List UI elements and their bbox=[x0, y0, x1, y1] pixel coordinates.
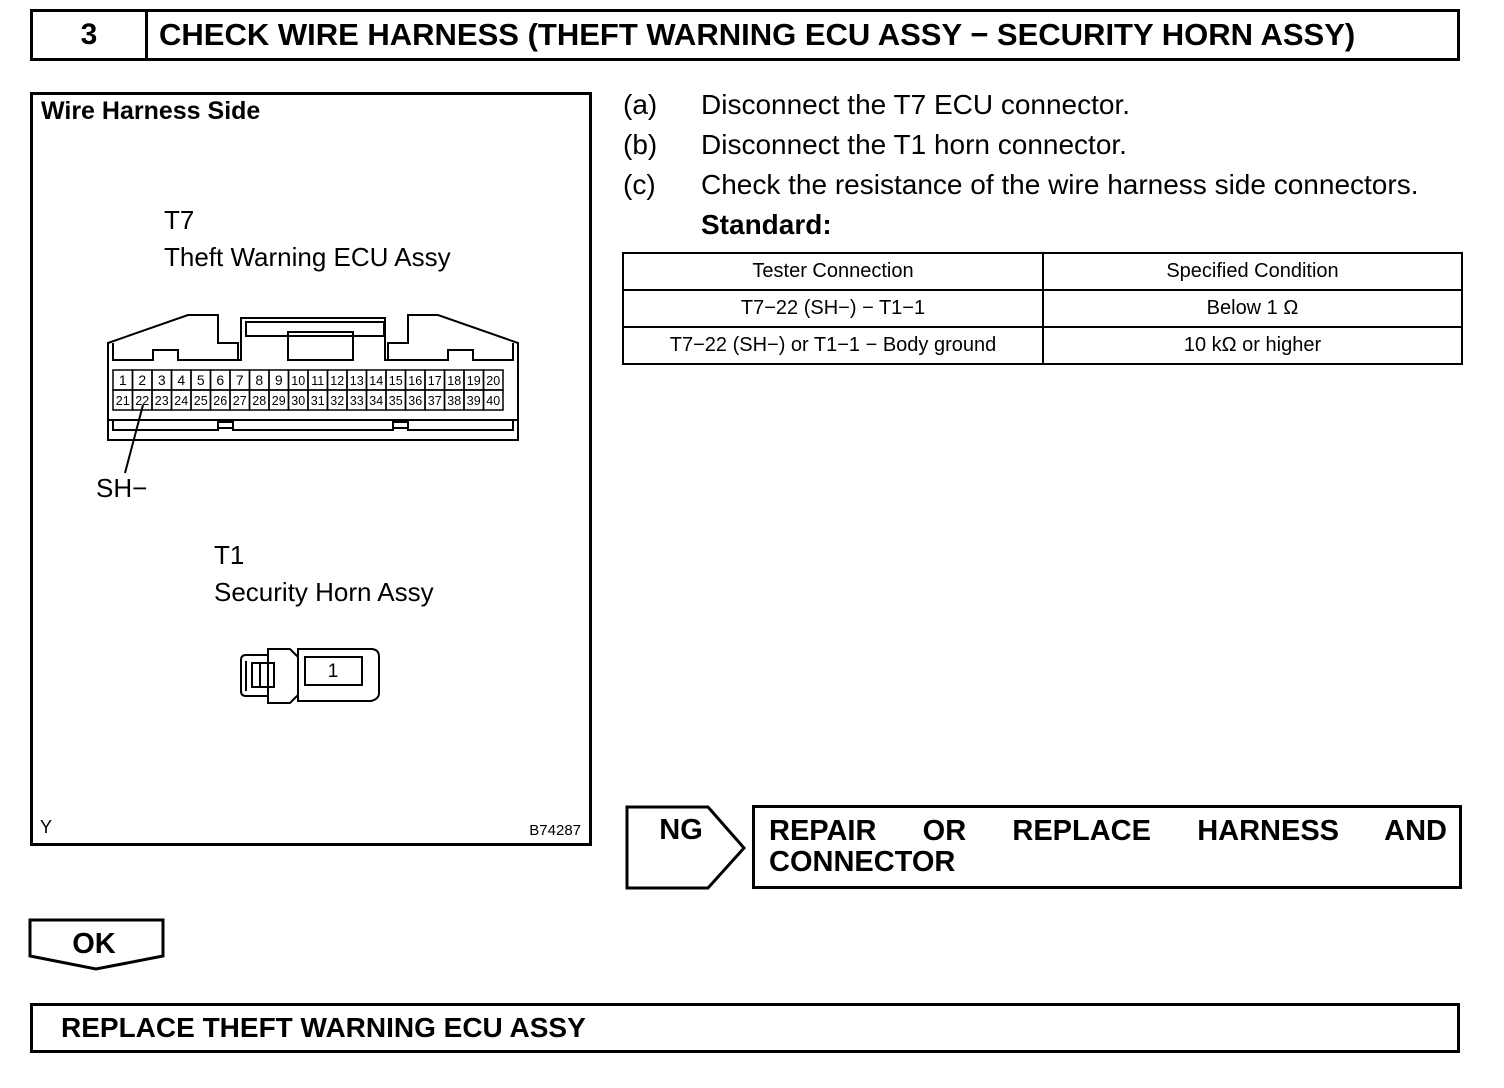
step-text: Disconnect the T7 ECU connector. bbox=[701, 89, 1131, 120]
ecu-pin-label: 16 bbox=[408, 374, 423, 388]
horn-connector-name: Security Horn Assy bbox=[214, 577, 434, 607]
ecu-pin-label: 17 bbox=[427, 374, 442, 388]
ecu-pin-label: 30 bbox=[291, 394, 306, 408]
illustration-heading: Wire Harness Side bbox=[41, 97, 261, 125]
ecu-pin-label: 12 bbox=[330, 374, 345, 388]
ecu-pin-label: 36 bbox=[408, 394, 423, 408]
horn-connector-id: T1 bbox=[214, 540, 245, 570]
ecu-pin-label: 29 bbox=[271, 394, 286, 408]
ecu-pin-label: 26 bbox=[213, 394, 228, 408]
ecu-pin-label: 38 bbox=[447, 394, 462, 408]
ecu-pin-label: 9 bbox=[274, 372, 283, 388]
table-cell: T7−22 (SH−) − T1−1 bbox=[623, 290, 1043, 327]
standard-label: Standard: bbox=[701, 209, 832, 240]
ng-arrow bbox=[624, 804, 750, 892]
ok-arrow bbox=[28, 918, 168, 974]
step-text: Disconnect the T1 horn connector. bbox=[701, 129, 1127, 160]
ecu-pin-label: 7 bbox=[235, 372, 244, 388]
ok-action: REPLACE THEFT WARNING ECU ASSY bbox=[61, 1012, 586, 1043]
ecu-pin-label: 40 bbox=[486, 394, 501, 408]
ng-action-line1: REPAIR OR REPLACE HARNESS AND bbox=[769, 815, 1447, 847]
ecu-pin-label: 14 bbox=[369, 374, 384, 388]
ecu-pin-label: 2 bbox=[138, 372, 147, 388]
ecu-pin-label: 10 bbox=[291, 374, 306, 388]
ng-label: NG bbox=[659, 814, 703, 846]
ng-result-box bbox=[752, 805, 1462, 889]
ecu-pin-label: 22 bbox=[135, 394, 150, 408]
pin-callout-label: SH− bbox=[96, 473, 148, 503]
ecu-pin-label: 25 bbox=[193, 394, 208, 408]
ecu-pin-label: 5 bbox=[196, 372, 205, 388]
ecu-connector-name: Theft Warning ECU Assy bbox=[164, 242, 451, 272]
ok-label: OK bbox=[72, 928, 116, 960]
ecu-pin-label: 24 bbox=[174, 394, 189, 408]
step-header bbox=[30, 9, 1460, 61]
step-letter: (c) bbox=[623, 169, 656, 200]
ok-result-box bbox=[30, 1003, 1460, 1053]
ecu-pin-label: 19 bbox=[466, 374, 481, 388]
figure-code: B74287 bbox=[529, 822, 581, 839]
ecu-pin-label: 6 bbox=[216, 372, 225, 388]
ecu-pin-label: 4 bbox=[177, 372, 186, 388]
wire-harness-illustration bbox=[30, 92, 592, 846]
ecu-connector-id: T7 bbox=[164, 205, 195, 235]
table-header-row bbox=[623, 253, 1462, 290]
table-header-cell: Tester Connection bbox=[623, 253, 1043, 290]
table-row bbox=[623, 327, 1462, 364]
ecu-pin-label: 18 bbox=[447, 374, 462, 388]
ecu-pin-label: 28 bbox=[252, 394, 267, 408]
table-row bbox=[623, 290, 1462, 327]
ecu-pin-label: 35 bbox=[388, 394, 403, 408]
ecu-pin-label: 3 bbox=[157, 372, 166, 388]
step-letter: (b) bbox=[623, 129, 658, 160]
table-cell: Below 1 Ω bbox=[1043, 290, 1462, 327]
ecu-pin-label: 13 bbox=[349, 374, 364, 388]
ecu-pin-label: 31 bbox=[310, 394, 325, 408]
ecu-pin-label: 32 bbox=[330, 394, 345, 408]
horn-pin-label: 1 bbox=[327, 661, 339, 682]
ecu-pin-label: 1 bbox=[118, 372, 127, 388]
ecu-pin-label: 37 bbox=[427, 394, 442, 408]
ng-action-line2: CONNECTOR bbox=[769, 846, 956, 878]
step-letter: (a) bbox=[623, 89, 658, 120]
ecu-pin-label: 15 bbox=[388, 374, 403, 388]
step-number: 3 bbox=[33, 12, 148, 58]
ecu-pin-label: 8 bbox=[255, 372, 264, 388]
corner-code: Y bbox=[40, 817, 53, 837]
ecu-pin-label: 39 bbox=[466, 394, 481, 408]
table-cell: 10 kΩ or higher bbox=[1043, 327, 1462, 364]
ecu-pin-label: 11 bbox=[311, 374, 325, 388]
spec-table bbox=[622, 252, 1463, 365]
ecu-pin-label: 20 bbox=[486, 374, 501, 388]
ecu-pin-label: 23 bbox=[154, 394, 169, 408]
ecu-pin-label: 27 bbox=[232, 394, 247, 408]
step-title: CHECK WIRE HARNESS (THEFT WARNING ECU ASSY − SECURITY HORN ASSY) bbox=[159, 17, 1356, 52]
horn-connector-drawing bbox=[238, 643, 383, 711]
table-cell: T7−22 (SH−) or T1−1 − Body ground bbox=[623, 327, 1043, 364]
step-text: Check the resistance of the wire harness side connectors. bbox=[701, 169, 1419, 200]
ecu-pin-label: 33 bbox=[349, 394, 364, 408]
ecu-pin-label: 34 bbox=[369, 394, 384, 408]
ecu-pin-label: 21 bbox=[115, 394, 130, 408]
table-header-cell: Specified Condition bbox=[1043, 253, 1462, 290]
